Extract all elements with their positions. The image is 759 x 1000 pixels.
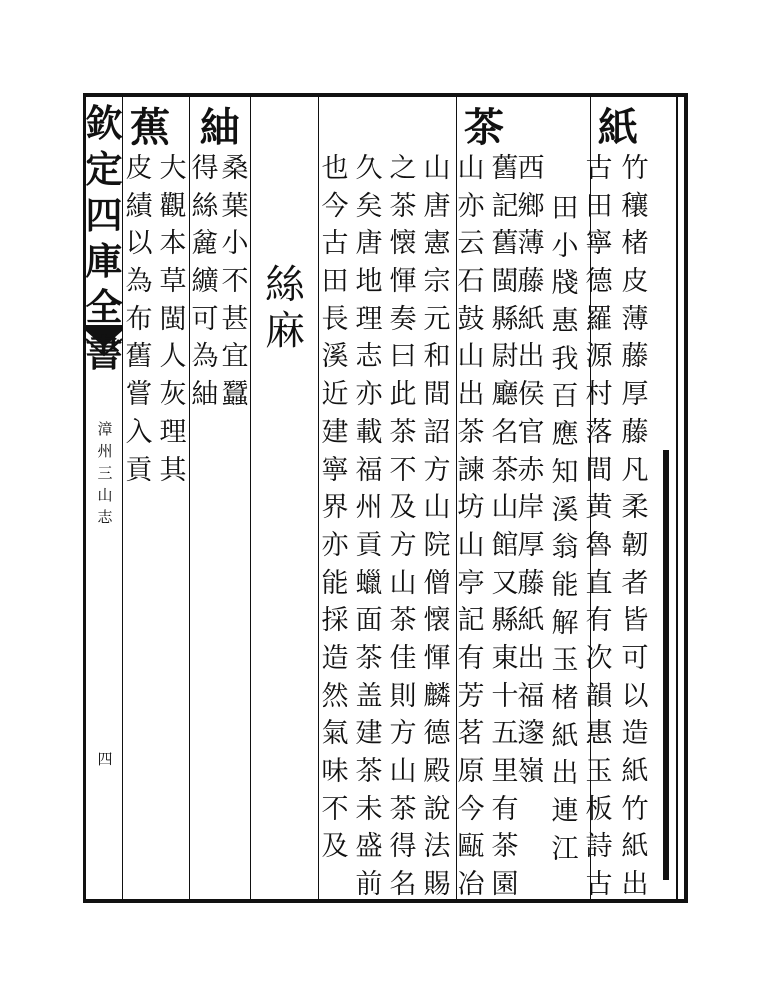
tea-line-3: 山 唐 憲 宗 元 和 間 詔 方 山 院 僧 懐 惲 麟 德 殿 說 法 賜 (423, 153, 451, 901)
right-border-rule-outer (684, 93, 688, 903)
heading-paper: 紙 (598, 104, 638, 151)
paper-line-2: 古 田 寧 德 羅 源 村 落 間 黄 魯 直 有 次 韻 惠 玉 板 詩 古 (585, 153, 613, 901)
column-divider-2 (250, 93, 251, 903)
tea-line-1: 舊 記 舊 閩 縣 尉 廳 名 茶 山 館 又 縣 東 十 五 里 有 茶 園 (491, 153, 519, 901)
pongee-line-2: 得 絲 麄 纊 可 為 紬 (191, 153, 219, 411)
paper-line-4: 西 鄉 薄 藤 紙 出 侯 官 赤 岸 厚 藤 紙 出 福 𨗉 嶺 (517, 153, 545, 787)
tea-line-6: 也 今 古 田 長 溪 近 建 寧 界 亦 能 採 造 然 氣 味 不 及 (321, 153, 349, 863)
tea-line-5: 久 矣 唐 地 理 志 亦 載 福 州 貢 蠟 面 茶 盖 建 茶 未 盛 前 (355, 153, 383, 901)
paper-line-3: 田 小 牋 惠 我 百 應 知 溪 翁 能 解 玉 楮 紙 出 連 江 (551, 193, 579, 865)
book-title: 欽 定 四 庫 全 書 (85, 101, 123, 375)
pongee-line-1: 桑 葉 小 不 甚 宜 蠶 (221, 153, 249, 411)
banana-line-2: 皮 績 以 為 布 舊 嘗 入 貢 (125, 153, 153, 486)
right-margin-bar (663, 450, 669, 880)
heading-tea: 茶 (464, 104, 504, 151)
top-border-rule (83, 93, 688, 97)
banana-line-1: 大 觀 本 草 閩 人 灰 理 其 (159, 153, 187, 486)
right-border-rule-inner (676, 93, 678, 903)
tea-line-4: 之 茶 懐 惲 奏 曰 此 茶 不 及 方 山 茶 佳 則 方 山 茶 得 名 (389, 153, 417, 901)
tea-line-2: 山 亦 云 石 鼓 山 出 茶 諫 坊 山 亭 記 有 芳 茗 原 今 甌 冶 (457, 153, 485, 901)
heading-pongee: 紬 (200, 104, 240, 151)
heading-silk-hemp: 絲 麻 (265, 262, 305, 354)
paper-line-1: 竹 穰 楮 皮 薄 藤 厚 藤 凡 柔 韌 者 皆 可 以 造 紙 竹 紙 出 (621, 153, 649, 901)
source-title: 漳 州 三 山 志 (97, 420, 113, 526)
page-number: 四 (97, 750, 113, 768)
heading-banana: 蕉 (130, 104, 170, 151)
